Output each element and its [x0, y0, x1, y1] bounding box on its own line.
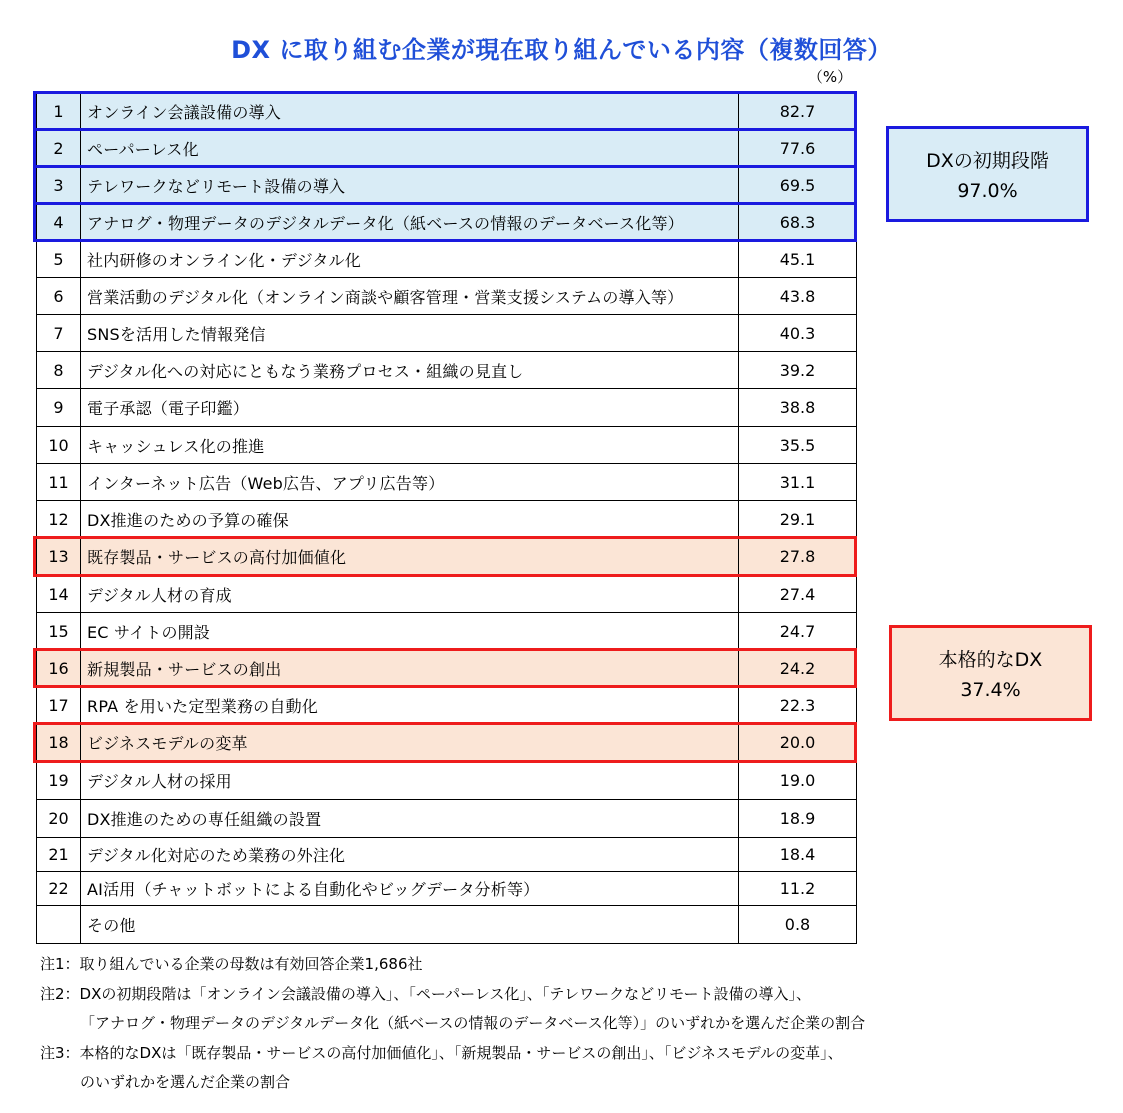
value-cell: 38.8 [739, 389, 857, 427]
table-row [37, 241, 857, 278]
value-cell: 24.7 [739, 613, 857, 650]
table-row [37, 352, 857, 389]
item-cell: 営業活動のデジタル化（オンライン商談や顧客管理・営業支援システムの導入等） [81, 278, 739, 315]
rank-cell: 13 [37, 538, 81, 576]
value-cell: 27.4 [739, 576, 857, 613]
rank-cell: 5 [37, 241, 81, 278]
table-row [37, 278, 857, 315]
summary-box-initial [886, 126, 1089, 222]
rank-cell: 21 [37, 838, 81, 872]
rank-cell: 16 [37, 650, 81, 687]
rank-cell: 7 [37, 315, 81, 352]
table-row [37, 724, 857, 762]
item-cell: DX推進のための専任組織の設置 [81, 800, 739, 838]
summary-box-full [889, 625, 1092, 721]
item-cell: テレワークなどリモート設備の導入 [81, 167, 739, 204]
item-cell: デジタル人材の育成 [81, 576, 739, 613]
rank-cell: 15 [37, 613, 81, 650]
table-row [37, 315, 857, 352]
summary-initial-value: 97.0% [957, 180, 1018, 202]
value-cell: 27.8 [739, 538, 857, 576]
table-row [37, 800, 857, 838]
item-cell: その他 [81, 906, 739, 944]
rank-cell: 18 [37, 724, 81, 762]
value-cell: 45.1 [739, 241, 857, 278]
table-row [37, 427, 857, 464]
table-row [37, 576, 857, 613]
table-row [37, 538, 857, 576]
item-cell: ペーパーレス化 [81, 130, 739, 167]
note-2: 注2：DXの初期段階は「オンライン会議設備の導入」、「ペーパーレス化」、「テレワークなどリモート設備の導入」、 [40, 984, 812, 1003]
table-row [37, 687, 857, 724]
data-table [36, 92, 857, 944]
value-cell: 68.3 [739, 204, 857, 241]
value-cell: 22.3 [739, 687, 857, 724]
notes [40, 950, 1100, 1098]
rank-cell: 4 [37, 204, 81, 241]
rank-cell: 20 [37, 800, 81, 838]
item-cell: デジタル化対応のため業務の外注化 [81, 838, 739, 872]
item-cell: アナログ・物理データのデジタルデータ化（紙ベースの情報のデータベース化等） [81, 204, 739, 241]
table-row [37, 872, 857, 906]
value-cell: 31.1 [739, 464, 857, 501]
item-cell: 既存製品・サービスの高付加価値化 [81, 538, 739, 576]
summary-full-label: 本格的なDX [938, 649, 1043, 671]
chart-title: DX に取り組む企業が現在取り組んでいる内容（複数回答） [231, 36, 892, 64]
rank-cell: 9 [37, 389, 81, 427]
rank-cell: 8 [37, 352, 81, 389]
rank-cell: 3 [37, 167, 81, 204]
item-cell: 新規製品・サービスの創出 [81, 650, 739, 687]
data-table-container [36, 92, 856, 944]
item-cell: EC サイトの開設 [81, 613, 739, 650]
rank-cell: 10 [37, 427, 81, 464]
table-row [37, 167, 857, 204]
item-cell: AI活用（チャットボットによる自動化やビッグデータ分析等） [81, 872, 739, 906]
rank-cell: 11 [37, 464, 81, 501]
table-row [37, 389, 857, 427]
rank-cell: 22 [37, 872, 81, 906]
rank-cell: 6 [37, 278, 81, 315]
table-row [37, 650, 857, 687]
value-cell: 77.6 [739, 130, 857, 167]
rank-cell: 14 [37, 576, 81, 613]
item-cell: デジタル化への対応にともなう業務プロセス・組織の見直し [81, 352, 739, 389]
table-row [37, 130, 857, 167]
unit-label: （%） [807, 68, 853, 86]
value-cell: 0.8 [739, 906, 857, 944]
table-row [37, 93, 857, 130]
item-cell: SNSを活用した情報発信 [81, 315, 739, 352]
note-2-continued: 「アナログ・物理データのデジタルデータ化（紙ベースの情報のデータベース化等）」のいずれかを選んだ企業の割合 [80, 1014, 866, 1032]
value-cell: 19.0 [739, 762, 857, 800]
table-row [37, 464, 857, 501]
table-row [37, 838, 857, 872]
summary-initial-label: DXの初期段階 [926, 150, 1049, 172]
summary-full-value: 37.4% [960, 679, 1021, 701]
value-cell: 24.2 [739, 650, 857, 687]
table-row [37, 501, 857, 538]
data-table-body [37, 93, 857, 944]
rank-cell: 1 [37, 93, 81, 130]
rank-cell: 12 [37, 501, 81, 538]
value-cell: 18.9 [739, 800, 857, 838]
value-cell: 69.5 [739, 167, 857, 204]
rank-cell [37, 906, 81, 944]
value-cell: 29.1 [739, 501, 857, 538]
rank-cell: 2 [37, 130, 81, 167]
item-cell: ビジネスモデルの変革 [81, 724, 739, 762]
table-row [37, 204, 857, 241]
item-cell: 社内研修のオンライン化・デジタル化 [81, 241, 739, 278]
table-row [37, 613, 857, 650]
rank-cell: 17 [37, 687, 81, 724]
table-row [37, 762, 857, 800]
value-cell: 20.0 [739, 724, 857, 762]
value-cell: 43.8 [739, 278, 857, 315]
item-cell: DX推進のための予算の確保 [81, 501, 739, 538]
note-3-continued: のいずれかを選んだ企業の割合 [80, 1073, 291, 1091]
item-cell: 電子承認（電子印鑑） [81, 389, 739, 427]
item-cell: キャッシュレス化の推進 [81, 427, 739, 464]
value-cell: 35.5 [739, 427, 857, 464]
item-cell: デジタル人材の採用 [81, 762, 739, 800]
item-cell: インターネット広告（Web広告、アプリ広告等） [81, 464, 739, 501]
value-cell: 82.7 [739, 93, 857, 130]
item-cell: RPA を用いた定型業務の自動化 [81, 687, 739, 724]
note-3: 注3：本格的なDXは「既存製品・サービスの高付加価値化」、「新規製品・サービスの創出」、「ビジネスモデルの変革」、 [40, 1043, 843, 1062]
rank-cell: 19 [37, 762, 81, 800]
value-cell: 39.2 [739, 352, 857, 389]
value-cell: 18.4 [739, 838, 857, 872]
item-cell: オンライン会議設備の導入 [81, 93, 739, 130]
value-cell: 40.3 [739, 315, 857, 352]
value-cell: 11.2 [739, 872, 857, 906]
table-row [37, 906, 857, 944]
note-1: 注1：取り組んでいる企業の母数は有効回答企業1,686社 [40, 955, 423, 973]
